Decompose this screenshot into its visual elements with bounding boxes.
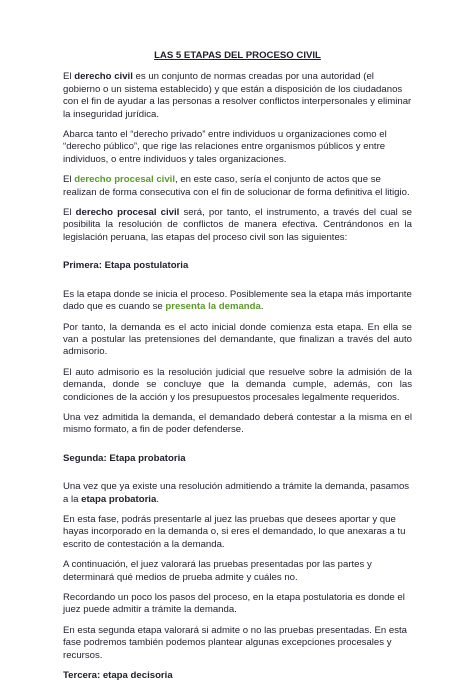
paragraph-auto-admisorio: El auto admisorio es la resolución judicial que resuelve sobre la admisión de la demanda, donde se concluye que la demanda cumple, además, con las condiciones de la acción y los presupuestos procesales legalmente requeridos. bbox=[63, 366, 412, 403]
paragraph-demanda-admitida: Una vez admitida la demanda, el demandado deberá contestar a la misma en el mismo formato, a fin de poder defenderse. bbox=[63, 411, 412, 436]
link-presenta-la-demanda[interactable]: presenta la demanda bbox=[165, 301, 261, 313]
paragraph-derecho-civil: El derecho civil es un conjunto de normas creadas por una autoridad (el gobierno o un sistema establecido) y que están a disposición de los ciudadanos con el fin de ayudar a las personas a resolver conflictos interpersonales y eliminar la inseguridad jurídica. bbox=[63, 71, 412, 120]
paragraph-inicio-proceso: Es la etapa donde se inicia el proceso. Posiblemente sea la etapa más importante dado que es cuando se presenta la demanda. bbox=[63, 288, 412, 313]
paragraph-recordando-pasos: Recordando un poco los pasos del proceso, en la etapa postulatoria es donde el juez puede admitir a trámite la demanda. bbox=[63, 592, 405, 616]
paragraph-derecho-procesal-civil: El derecho procesal civil, en este caso, sería el conjunto de actos que se realizan de forma consecutiva con el fin de solucionar de forma definitiva el litigio. bbox=[63, 174, 410, 198]
paragraph-valoracion-pruebas: A continuación, el juez valorará las pruebas presentadas por las partes y determinará qué medios de prueba admite y cuáles no. bbox=[63, 559, 372, 583]
paragraph-acto-inicial: Por tanto, la demanda es el acto inicial donde comienza esta etapa. En ella se van a postular las pretensiones del demandante, que finalizan a través del auto admisorio. bbox=[63, 321, 412, 358]
paragraph-instrumento: El derecho procesal civil será, por tanto, el instrumento, a través del cual se posibilita la resolución de conflictos de manera efectiva. Centrándonos en la legislación peruana, las etapas del proceso civil son las siguientes: bbox=[63, 207, 413, 243]
link-derecho-procesal-civil[interactable]: derecho procesal civil bbox=[74, 174, 175, 186]
paragraph-presentar-pruebas: En esta fase, podrás presentarle al juez las pruebas que desees aportar y que hayas incorporado en la demanda o, si eres el demandado, lo que anexaras a tu escrito de contestación a la demanda. bbox=[63, 513, 406, 550]
paragraph-resolucion-admitida: Una vez que ya existe una resolución admitiendo a trámite la demanda, pasamos a la etapa probatoria. bbox=[63, 481, 410, 505]
paragraph-segunda-etapa-valoracion: En esta segunda etapa valorará si admite o no las pruebas presentadas. En esta fase podremos también podemos plantear algunas excepciones procesales y recursos. bbox=[63, 624, 407, 661]
document-title: LAS 5 ETAPAS DEL PROCESO CIVIL bbox=[154, 50, 321, 61]
term-derecho-civil: derecho civil bbox=[74, 71, 133, 83]
heading-tercera-etapa: Tercera: etapa decisoria bbox=[63, 670, 173, 682]
term-etapa-probatoria: etapa probatoria bbox=[81, 493, 157, 505]
heading-primera-etapa: Primera: Etapa postulatoria bbox=[63, 260, 189, 272]
paragraph-derecho-privado-publico: Abarca tanto el “derecho privado” entre individuos u organizaciones como el “derecho público”, que rige las relaciones entre organismos públicos y entre individuos, o entre individuos y tales organizaciones. bbox=[63, 129, 387, 165]
term-derecho-procesal-civil: derecho procesal civil bbox=[75, 207, 180, 219]
heading-segunda-etapa: Segunda: Etapa probatoria bbox=[63, 452, 186, 464]
document-page bbox=[63, 50, 412, 690]
